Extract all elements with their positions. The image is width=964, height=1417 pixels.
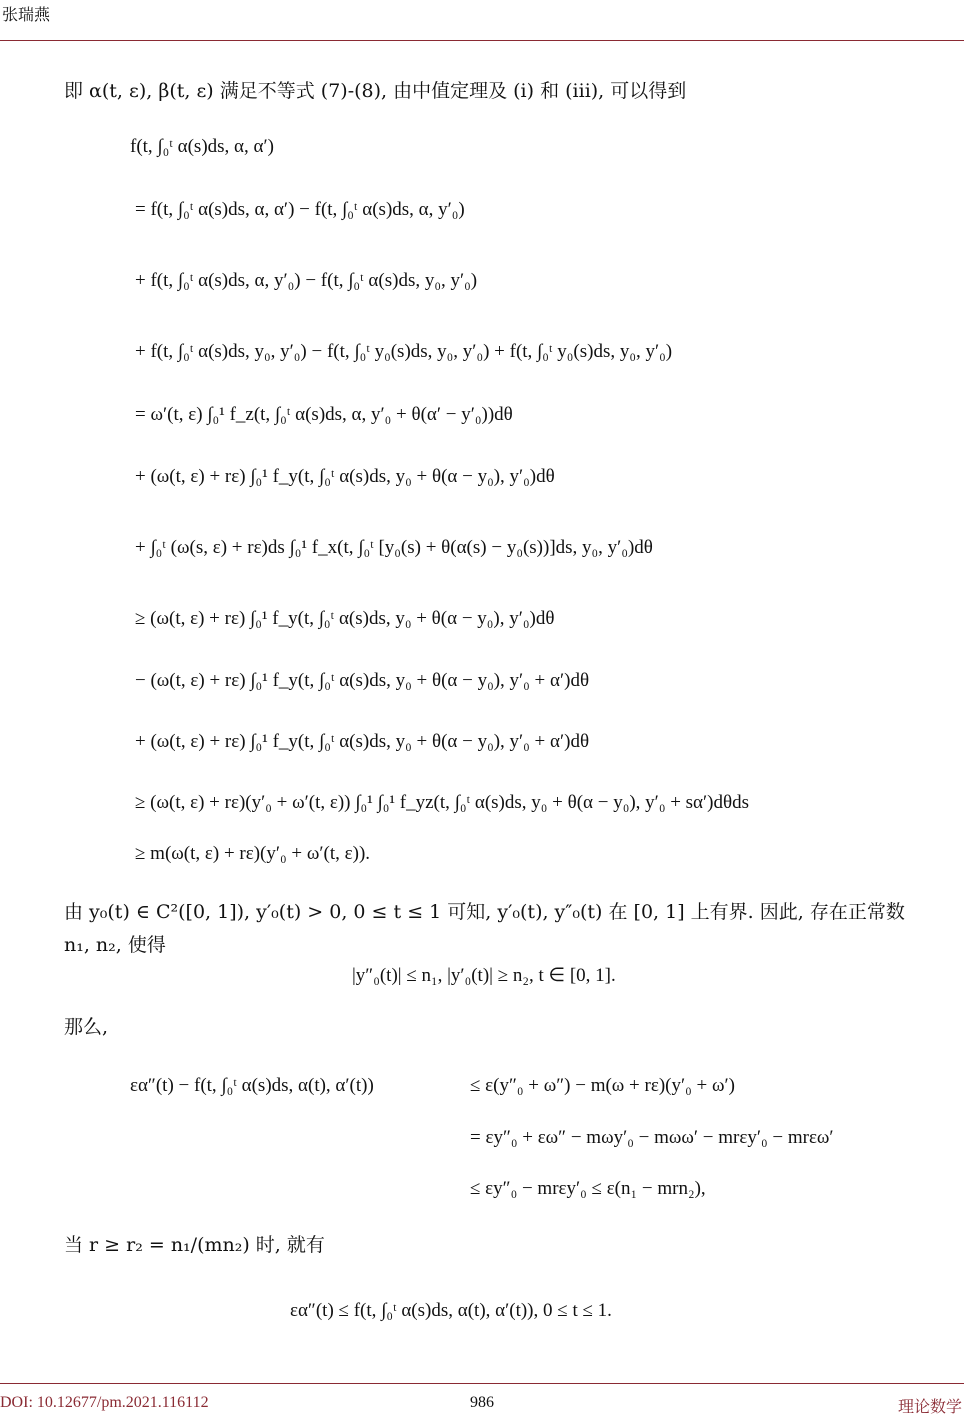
footer-doi[interactable]: DOI: 10.12677/pm.2021.116112	[0, 1394, 209, 1411]
eq-line-10: + (ω(t, ε) + rε) ∫₀¹ f_y(t, ∫₀ᵗ α(s)ds, y₀ + θ(α − y₀), y′₀ + α′)dθ	[135, 731, 590, 752]
intro-sentence: 即 α(t, ε), β(t, ε) 满足不等式 (7)-(8), 由中值定理及 (i) 和 (iii), 可以得到	[64, 80, 687, 102]
when-text: 当 r ≥ r₂ = n₁/(mn₂) 时, 就有	[64, 1234, 325, 1256]
eq-line-7: + ∫₀ᵗ (ω(s, ε) + rε)ds ∫₀¹ f_x(t, ∫₀ᵗ [y₀(s) + θ(α(s) − y₀(s))]ds, y₀, y′₀)dθ	[135, 537, 653, 558]
then-label: 那么,	[64, 1016, 109, 1038]
page-footer	[0, 1383, 964, 1415]
para2-line-2: n₁, n₂, 使得	[64, 934, 166, 956]
eq-line-2: = f(t, ∫₀ᵗ α(s)ds, α, α′) − f(t, ∫₀ᵗ α(s)ds, α, y′₀)	[135, 199, 465, 220]
ineq-lhs: εα″(t) − f(t, ∫₀ᵗ α(s)ds, α(t), α′(t))	[130, 1075, 374, 1096]
eq-line-3: + f(t, ∫₀ᵗ α(s)ds, α, y′₀) − f(t, ∫₀ᵗ α(s)ds, y₀, y′₀)	[135, 270, 478, 291]
eq-line-9: − (ω(t, ε) + rε) ∫₀¹ f_y(t, ∫₀ᵗ α(s)ds, y₀ + θ(α − y₀), y′₀ + α′)dθ	[135, 670, 590, 691]
eq-line-6: + (ω(t, ε) + rε) ∫₀¹ f_y(t, ∫₀ᵗ α(s)ds, y₀ + θ(α − y₀), y′₀)dθ	[135, 466, 555, 487]
ineq-line-3: ≤ εy″₀ − mrεy′₀ ≤ ε(n₁ − mrn₂),	[470, 1178, 706, 1199]
header-author: 张瑞燕	[2, 5, 51, 24]
ineq-line-2: = εy″₀ + εω″ − mωy′₀ − mωω′ − mrεy′₀ − mrεω′	[470, 1127, 834, 1148]
bound-equation: |y″₀(t)| ≤ n₁, |y′₀(t)| ≥ n₂, t ∈ [0, 1].	[352, 965, 616, 986]
para2-line-1: 由 y₀(t) ∈ C²([0, 1]), y′₀(t) > 0, 0 ≤ t ≤ 1 可知, y′₀(t), y″₀(t) 在 [0, 1] 上有界. 因此, 存在正常数	[64, 901, 905, 923]
eq-line-11: ≥ (ω(t, ε) + rε)(y′₀ + ω′(t, ε)) ∫₀¹ ∫₀¹ f_yz(t, ∫₀ᵗ α(s)ds, y₀ + θ(α − y₀), y′₀ + sα′)dθds	[135, 792, 749, 813]
eq-line-12: ≥ m(ω(t, ε) + rε)(y′₀ + ω′(t, ε)).	[135, 843, 371, 864]
ineq-line-1: ≤ ε(y″₀ + ω″) − m(ω + rε)(y′₀ + ω′)	[470, 1075, 735, 1096]
eq-line-1: f(t, ∫₀ᵗ α(s)ds, α, α′)	[130, 136, 274, 157]
eq-line-4: + f(t, ∫₀ᵗ α(s)ds, y₀, y′₀) − f(t, ∫₀ᵗ y₀(s)ds, y₀, y′₀) + f(t, ∫₀ᵗ y₀(s)ds, y₀, y′₀)	[135, 341, 673, 362]
eq-line-5: = ω′(t, ε) ∫₀¹ f_z(t, ∫₀ᵗ α(s)ds, α, y′₀ + θ(α′ − y′₀))dθ	[135, 404, 513, 425]
eq-line-8: ≥ (ω(t, ε) + rε) ∫₀¹ f_y(t, ∫₀ᵗ α(s)ds, y₀ + θ(α − y₀), y′₀)dθ	[135, 608, 555, 629]
footer-journal: 理论数学	[897, 1397, 962, 1416]
final-equation: εα″(t) ≤ f(t, ∫₀ᵗ α(s)ds, α(t), α′(t)), 0 ≤ t ≤ 1.	[290, 1300, 612, 1321]
footer-page-number: 986	[470, 1394, 494, 1411]
page-header	[0, 0, 964, 41]
